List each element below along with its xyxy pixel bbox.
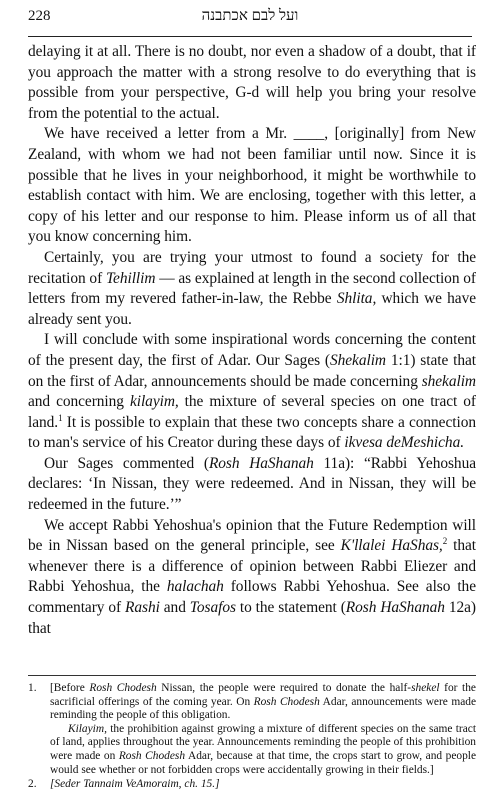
text-run: the prohibition against growing a mixture of different species on the same tract of land, applies throughout the year. Announcements reminding the people of this prohibition were made on xyxy=(50,722,476,762)
footnote xyxy=(28,778,476,792)
footnote-number: 1. xyxy=(28,682,37,694)
running-title: ועל לבם אכתבנה xyxy=(201,8,299,24)
italic-text: Rosh Chodesh xyxy=(253,695,320,708)
paragraph xyxy=(28,516,476,640)
italic-text: Tehillim xyxy=(105,269,156,287)
footnote xyxy=(28,682,476,777)
footnote-ref: 1 xyxy=(58,412,63,423)
body-text xyxy=(28,42,476,639)
text-run: I will conclude with some inspirational words concerning the content of the present day, the first of Adar. Our Sages ( xyxy=(28,331,476,369)
footnote-paragraph xyxy=(50,723,476,777)
italic-text: shekalim xyxy=(421,372,476,390)
italic-text: Rosh Chodesh xyxy=(118,749,186,762)
text-run: delaying it at all. There is no doubt, nor even a shadow of a doubt, that if you approach the matter with a strong resolve to do everything that is possible from your perspective, G-d will help you bring your resolve from the potential to the actual. xyxy=(28,43,476,122)
italic-text: ikvesa deMeshicha. xyxy=(344,434,465,452)
text-run: Certainly, you are trying your utmost to found a society for the recitation of xyxy=(28,248,476,287)
text-run: Adar, because at that time, the crops start to grow, and people would see whether or not forbidden crops were accidentally growing in their fields.] xyxy=(50,749,477,776)
text-run: Our Sages commented ( xyxy=(44,454,209,472)
italic-text: Shekalim xyxy=(329,351,386,369)
italic-text: shekel xyxy=(411,682,440,694)
italic-text: Kilayim, xyxy=(68,722,107,735)
italic-text: Rosh Chodesh xyxy=(89,682,157,694)
text-run: that whenever there is a difference of opinion between Rabbi Eliezer and Rabbi Yehoshua, the xyxy=(28,537,477,596)
italic-text: halachah xyxy=(166,578,224,596)
italic-text: [Seder Tannaim VeAmoraim, xyxy=(50,778,182,791)
text-run: and xyxy=(159,599,190,617)
text-run: the mixture of several species on one tract of land. xyxy=(28,393,476,431)
text-run: 11a): “Rabbi Yehoshua declares: ‘In Nissan, they were redeemed. And in Nissan, they will be redeemed in the future.’” xyxy=(28,454,476,514)
text-run: 12a) that xyxy=(28,599,476,637)
text-run: Adar, announcements were made reminding the people of this obligation. xyxy=(50,695,477,722)
italic-text: Tosafos xyxy=(189,599,236,617)
footnote-paragraph xyxy=(50,682,476,723)
text-run: for the sacrificial offerings of the coming year. On xyxy=(50,682,476,708)
page-header xyxy=(28,8,472,37)
paragraph xyxy=(28,248,476,330)
italic-text: Rashi xyxy=(125,599,160,617)
italic-text: ch. 15.] xyxy=(184,778,220,791)
text-run: — as explained at length in the second collection of letters from my revered father-in-law, the Rebbe xyxy=(28,269,476,308)
footnote-paragraph xyxy=(50,778,476,792)
paragraph xyxy=(28,330,476,454)
italic-text: kilayim, xyxy=(129,393,179,411)
text-run: to the statement ( xyxy=(235,599,346,617)
italic-text: K'llalei HaShas, xyxy=(340,537,443,555)
italic-text: Rosh HaShanah xyxy=(208,454,314,472)
footnote-text xyxy=(50,778,476,792)
paragraph xyxy=(28,42,476,124)
footnote-ref: 2 xyxy=(442,536,448,547)
footnote-number: 2. xyxy=(28,778,37,791)
text-run: Nissan, the people were required to donate the half- xyxy=(156,682,412,694)
text-run: We accept Rabbi Yehoshua's opinion that the Future Redemption will be in Nissan based on the general principle, see xyxy=(28,516,476,555)
italic-text: Rosh HaShanah xyxy=(345,599,445,617)
text-run: It is possible to explain that these two concepts share a connection to man's service of his Creator during these days of xyxy=(28,413,476,452)
paragraph xyxy=(28,454,476,516)
page-number: 228 xyxy=(28,8,51,24)
text-run: follows Rabbi Yehoshua. See also the commentary of xyxy=(28,578,476,617)
paragraph xyxy=(28,124,476,248)
text-run: 1:1) state that on the first of Adar, announcements should be made concerning xyxy=(28,351,476,390)
text-run: [Before xyxy=(50,682,90,694)
text-run: We have received a letter from a Mr. ____, [originally] from New Zealand, with whom we had not been familiar until now. Since it is possible that he lives in your neighborhood, it might be worthwhile to establish contact with him. We are enclosing, together with this letter, a copy of his letter and our response to him. Please inform us of all that you know concerning him. xyxy=(28,125,476,246)
footnote-text xyxy=(50,682,476,777)
italic-text: Shlita, xyxy=(336,290,377,308)
text-run: which we have already sent you. xyxy=(28,290,476,328)
text-run: and concerning xyxy=(28,393,130,411)
footnotes xyxy=(28,675,476,793)
